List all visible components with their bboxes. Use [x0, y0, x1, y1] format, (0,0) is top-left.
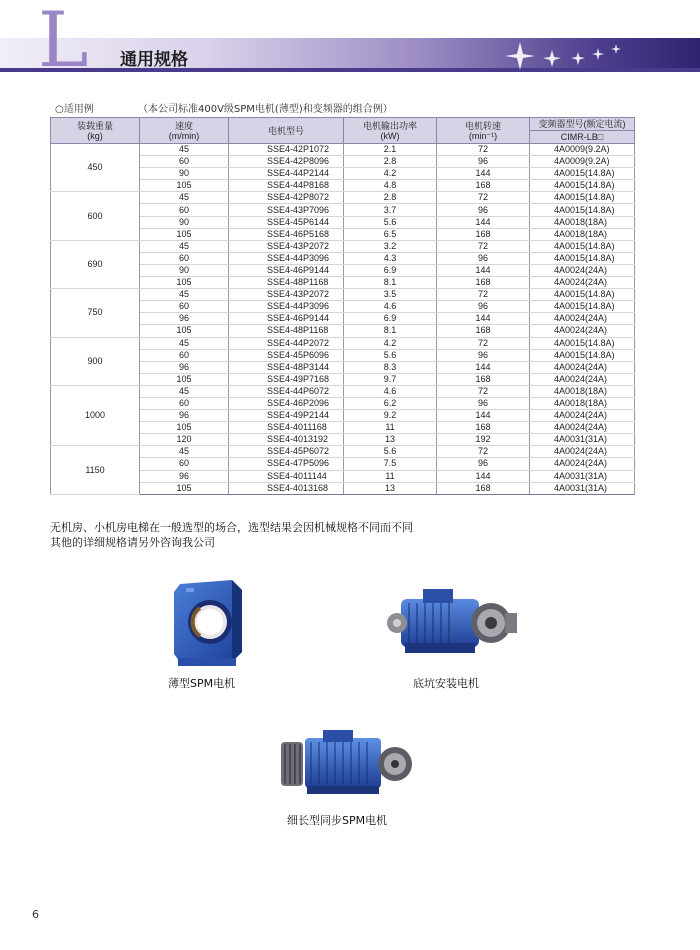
slim-spm-motor-image — [277, 728, 414, 798]
cell-model: SSE4-4011144 — [229, 470, 344, 482]
cell-rpm: 144 — [437, 410, 530, 422]
cell-power: 8.3 — [344, 361, 437, 373]
cell-speed: 96 — [140, 313, 229, 325]
cell-speed: 45 — [140, 337, 229, 349]
cell-speed: 105 — [140, 482, 229, 494]
cell-model: SSE4-44P3096 — [229, 252, 344, 264]
thin-spm-motor-image — [170, 578, 248, 668]
cell-speed: 45 — [140, 289, 229, 301]
header-power-line2: (kW) — [380, 130, 400, 141]
cell-model: SSE4-43P2072 — [229, 240, 344, 252]
table-row — [51, 446, 635, 458]
cell-rpm: 144 — [437, 470, 530, 482]
cell-rpm: 96 — [437, 458, 530, 470]
section-letter: L — [38, 0, 87, 84]
header-power-line1: 电机输出功率 — [362, 120, 417, 131]
cell-power: 5.6 — [344, 446, 437, 458]
header-load-line2: (kg) — [87, 130, 103, 141]
header-rpm-line2: (min⁻¹) — [468, 130, 498, 141]
header-rpm — [437, 118, 530, 144]
cell-inverter: 4A0009(9.2A) — [530, 156, 635, 168]
cell-speed: 105 — [140, 373, 229, 385]
cell-inverter: 4A0015(14.8A) — [530, 240, 635, 252]
section-title: 通用规格 — [120, 50, 188, 70]
cell-speed: 90 — [140, 264, 229, 276]
cell-inverter: 4A0031(31A) — [530, 482, 635, 494]
cell-model: SSE4-4011168 — [229, 422, 344, 434]
cell-inverter: 4A0024(24A) — [530, 277, 635, 289]
cell-inverter: 4A0024(24A) — [530, 446, 635, 458]
page-number: 6 — [32, 908, 39, 921]
cell-load: 450 — [51, 144, 140, 192]
cell-power: 3.2 — [344, 240, 437, 252]
cell-rpm: 72 — [437, 240, 530, 252]
cell-inverter: 4A0015(14.8A) — [530, 349, 635, 361]
cell-rpm: 168 — [437, 277, 530, 289]
cell-speed: 90 — [140, 216, 229, 228]
cell-model: SSE4-42P8096 — [229, 156, 344, 168]
cell-power: 4.6 — [344, 385, 437, 397]
cell-inverter: 4A0031(31A) — [530, 434, 635, 446]
cell-rpm: 144 — [437, 168, 530, 180]
cell-speed: 96 — [140, 361, 229, 373]
cell-speed: 60 — [140, 252, 229, 264]
cell-model: SSE4-4013192 — [229, 434, 344, 446]
cell-rpm: 96 — [437, 204, 530, 216]
cell-speed: 60 — [140, 156, 229, 168]
cell-model: SSE4-49P2144 — [229, 410, 344, 422]
cell-speed: 60 — [140, 458, 229, 470]
cell-model: SSE4-44P8168 — [229, 180, 344, 192]
cell-rpm: 96 — [437, 301, 530, 313]
cell-power: 8.1 — [344, 277, 437, 289]
cell-rpm: 72 — [437, 289, 530, 301]
table-row — [51, 144, 635, 156]
cell-power: 4.3 — [344, 252, 437, 264]
cell-speed: 96 — [140, 470, 229, 482]
cell-rpm: 72 — [437, 192, 530, 204]
cell-speed: 45 — [140, 192, 229, 204]
pit-motor-image — [383, 585, 523, 663]
cell-power: 2.8 — [344, 156, 437, 168]
cell-model: SSE4-44P6072 — [229, 385, 344, 397]
cell-model: SSE4-45P6144 — [229, 216, 344, 228]
cell-inverter: 4A0015(14.8A) — [530, 180, 635, 192]
cell-rpm: 168 — [437, 422, 530, 434]
applicable-example-label: ○适用例 — [55, 104, 94, 115]
cell-model: SSE4-44P2072 — [229, 337, 344, 349]
cell-inverter: 4A0018(18A) — [530, 385, 635, 397]
cell-model: SSE4-48P3144 — [229, 361, 344, 373]
cell-inverter: 4A0009(9.2A) — [530, 144, 635, 156]
cell-power: 8.1 — [344, 325, 437, 337]
cell-inverter: 4A0018(18A) — [530, 228, 635, 240]
cell-power: 4.8 — [344, 180, 437, 192]
cell-speed: 60 — [140, 349, 229, 361]
spec-table — [50, 117, 635, 495]
cell-load: 1150 — [51, 446, 140, 494]
cell-speed: 105 — [140, 325, 229, 337]
spec-table-body — [51, 144, 635, 495]
cell-inverter: 4A0015(14.8A) — [530, 192, 635, 204]
cell-rpm: 168 — [437, 228, 530, 240]
cell-rpm: 96 — [437, 156, 530, 168]
cell-inverter: 4A0015(14.8A) — [530, 301, 635, 313]
cell-model: SSE4-43P7096 — [229, 204, 344, 216]
cell-power: 6.9 — [344, 264, 437, 276]
cell-inverter: 4A0024(24A) — [530, 264, 635, 276]
cell-model: SSE4-44P3096 — [229, 301, 344, 313]
cell-load: 750 — [51, 289, 140, 337]
cell-rpm: 144 — [437, 216, 530, 228]
cell-power: 11 — [344, 422, 437, 434]
cell-speed: 96 — [140, 410, 229, 422]
cell-rpm: 72 — [437, 385, 530, 397]
cell-speed: 105 — [140, 228, 229, 240]
header-inverter: 变频器型号(额定电流) — [530, 118, 635, 131]
cell-rpm: 144 — [437, 313, 530, 325]
header-load-line1: 装载重量 — [76, 120, 113, 131]
header-load — [51, 118, 140, 144]
cell-rpm: 144 — [437, 361, 530, 373]
cell-load: 900 — [51, 337, 140, 385]
cell-power: 13 — [344, 482, 437, 494]
cell-power: 9.2 — [344, 410, 437, 422]
cell-inverter: 4A0015(14.8A) — [530, 168, 635, 180]
pit-motor-caption: 底坑安装电机 — [413, 677, 479, 690]
cell-inverter: 4A0024(24A) — [530, 361, 635, 373]
cell-speed: 60 — [140, 301, 229, 313]
cell-model: SSE4-4013168 — [229, 482, 344, 494]
cell-power: 4.6 — [344, 301, 437, 313]
cell-rpm: 96 — [437, 397, 530, 409]
cell-model: SSE4-46P5168 — [229, 228, 344, 240]
cell-model: SSE4-48P1168 — [229, 277, 344, 289]
cell-inverter: 4A0024(24A) — [530, 410, 635, 422]
thin-spm-motor-caption: 薄型SPM电机 — [168, 677, 236, 690]
cell-model: SSE4-46P9144 — [229, 264, 344, 276]
cell-inverter: 4A0015(14.8A) — [530, 252, 635, 264]
cell-model: SSE4-42P8072 — [229, 192, 344, 204]
cell-power: 4.2 — [344, 337, 437, 349]
cell-inverter: 4A0024(24A) — [530, 458, 635, 470]
cell-load: 690 — [51, 240, 140, 288]
cell-power: 3.5 — [344, 289, 437, 301]
cell-rpm: 72 — [437, 337, 530, 349]
cell-inverter: 4A0024(24A) — [530, 325, 635, 337]
table-row — [51, 192, 635, 204]
slim-spm-motor-caption: 细长型同步SPM电机 — [287, 814, 388, 827]
cell-power: 5.6 — [344, 216, 437, 228]
table-row — [51, 337, 635, 349]
cell-inverter: 4A0018(18A) — [530, 397, 635, 409]
applicable-example-text: （本公司标准400V级SPM电机(薄型)和变频器的组合例） — [138, 104, 393, 115]
cell-rpm: 168 — [437, 180, 530, 192]
cell-power: 6.2 — [344, 397, 437, 409]
cell-speed: 60 — [140, 204, 229, 216]
cell-inverter: 4A0024(24A) — [530, 313, 635, 325]
cell-model: SSE4-43P2072 — [229, 289, 344, 301]
cell-inverter: 4A0015(14.8A) — [530, 204, 635, 216]
cell-speed: 45 — [140, 240, 229, 252]
cell-power: 7.5 — [344, 458, 437, 470]
cell-rpm: 168 — [437, 482, 530, 494]
cell-model: SSE4-42P1072 — [229, 144, 344, 156]
remark-line-2: 其他的详细规格请另外咨询我公司 — [50, 536, 215, 549]
cell-rpm: 192 — [437, 434, 530, 446]
cell-power: 9.7 — [344, 373, 437, 385]
cell-inverter: 4A0015(14.8A) — [530, 337, 635, 349]
cell-rpm: 96 — [437, 349, 530, 361]
header-speed — [140, 118, 229, 144]
cell-speed: 60 — [140, 397, 229, 409]
cell-inverter: 4A0024(24A) — [530, 373, 635, 385]
cell-load: 600 — [51, 192, 140, 240]
header-power — [344, 118, 437, 144]
cell-power: 13 — [344, 434, 437, 446]
header-rpm-line1: 电机转速 — [464, 120, 501, 131]
table-header-row — [51, 118, 635, 131]
cell-rpm: 168 — [437, 325, 530, 337]
cell-inverter: 4A0015(14.8A) — [530, 289, 635, 301]
cell-inverter: 4A0024(24A) — [530, 422, 635, 434]
cell-speed: 45 — [140, 144, 229, 156]
cell-power: 6.9 — [344, 313, 437, 325]
cell-speed: 105 — [140, 277, 229, 289]
cell-model: SSE4-44P2144 — [229, 168, 344, 180]
header-speed-line2: (m/min) — [168, 130, 200, 141]
header-speed-line1: 速度 — [174, 120, 193, 131]
remark-line-1: 无机房、小机房电梯在一般选型的场合，选型结果会因机械规格不同而不同 — [50, 521, 413, 534]
cell-speed: 45 — [140, 385, 229, 397]
cell-rpm: 72 — [437, 446, 530, 458]
cell-model: SSE4-46P9144 — [229, 313, 344, 325]
cell-power: 5.6 — [344, 349, 437, 361]
cell-rpm: 144 — [437, 264, 530, 276]
cell-model: SSE4-45P6096 — [229, 349, 344, 361]
cell-load: 1000 — [51, 385, 140, 445]
cell-power: 6.5 — [344, 228, 437, 240]
table-row — [51, 289, 635, 301]
cell-model: SSE4-47P5096 — [229, 458, 344, 470]
cell-inverter: 4A0018(18A) — [530, 216, 635, 228]
cell-speed: 105 — [140, 422, 229, 434]
header-inverter-series: CIMR-LB□ — [530, 131, 635, 144]
header-model: 电机型号 — [229, 118, 344, 144]
cell-power: 2.1 — [344, 144, 437, 156]
cell-inverter: 4A0031(31A) — [530, 470, 635, 482]
cell-model: SSE4-49P7168 — [229, 373, 344, 385]
cell-model: SSE4-48P1168 — [229, 325, 344, 337]
table-row — [51, 240, 635, 252]
cell-rpm: 72 — [437, 144, 530, 156]
cell-model: SSE4-46P2096 — [229, 397, 344, 409]
cell-power: 2.8 — [344, 192, 437, 204]
cell-speed: 105 — [140, 180, 229, 192]
cell-power: 11 — [344, 470, 437, 482]
cell-model: SSE4-45P6072 — [229, 446, 344, 458]
cell-rpm: 96 — [437, 252, 530, 264]
cell-speed: 45 — [140, 446, 229, 458]
cell-speed: 120 — [140, 434, 229, 446]
sparkle-stars-decoration — [490, 36, 640, 76]
cell-power: 3.7 — [344, 204, 437, 216]
cell-rpm: 168 — [437, 373, 530, 385]
cell-speed: 90 — [140, 168, 229, 180]
cell-power: 4.2 — [344, 168, 437, 180]
table-row — [51, 385, 635, 397]
